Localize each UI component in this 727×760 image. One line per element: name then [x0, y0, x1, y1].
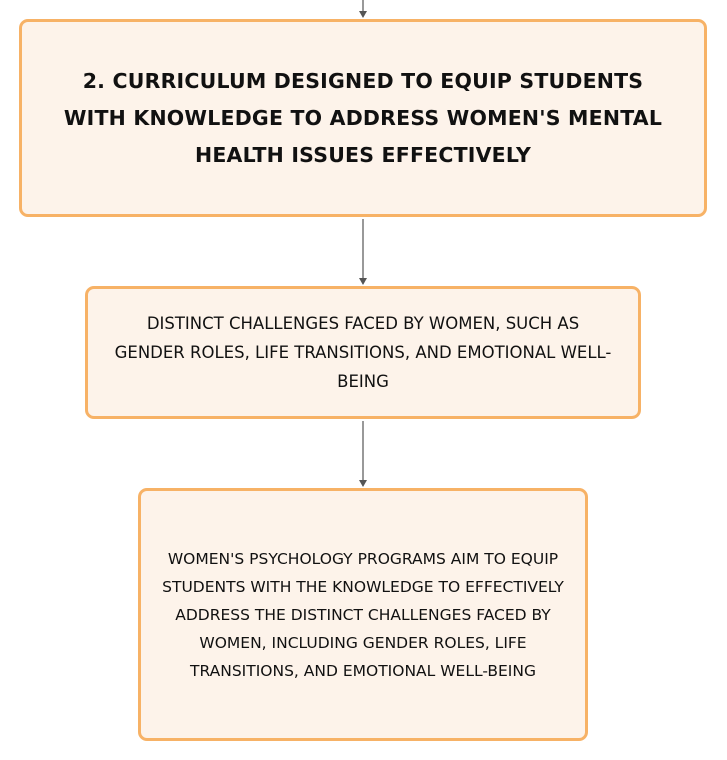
node-curriculum-design-label: 2. CURRICULUM DESIGNED TO EQUIP STUDENTS WITH KNOWLEDGE TO ADDRESS WOMEN'S MENTAL HEALTH ISSUES EFFECTIVELY	[63, 68, 663, 167]
node-psychology-programs	[138, 488, 588, 741]
node-curriculum-design	[19, 19, 707, 217]
node-distinct-challenges-label: DISTINCT CHALLENGES FACED BY WOMEN, SUCH AS GENDER ROLES, LIFE TRANSITIONS, AND EMOTIONAL WELL-BEING	[114, 314, 612, 391]
node-psychology-programs-label: WOMEN'S PSYCHOLOGY PROGRAMS AIM TO EQUIP STUDENTS WITH THE KNOWLEDGE TO EFFECTIVELY ADDRESS THE DISTINCT CHALLENGES FACED BY WOMEN, INCLUDING GENDER ROLES, LIFE TRANSITIONS, AND EMOTIONAL WELL-BEING	[162, 549, 564, 680]
node-distinct-challenges	[85, 286, 641, 419]
